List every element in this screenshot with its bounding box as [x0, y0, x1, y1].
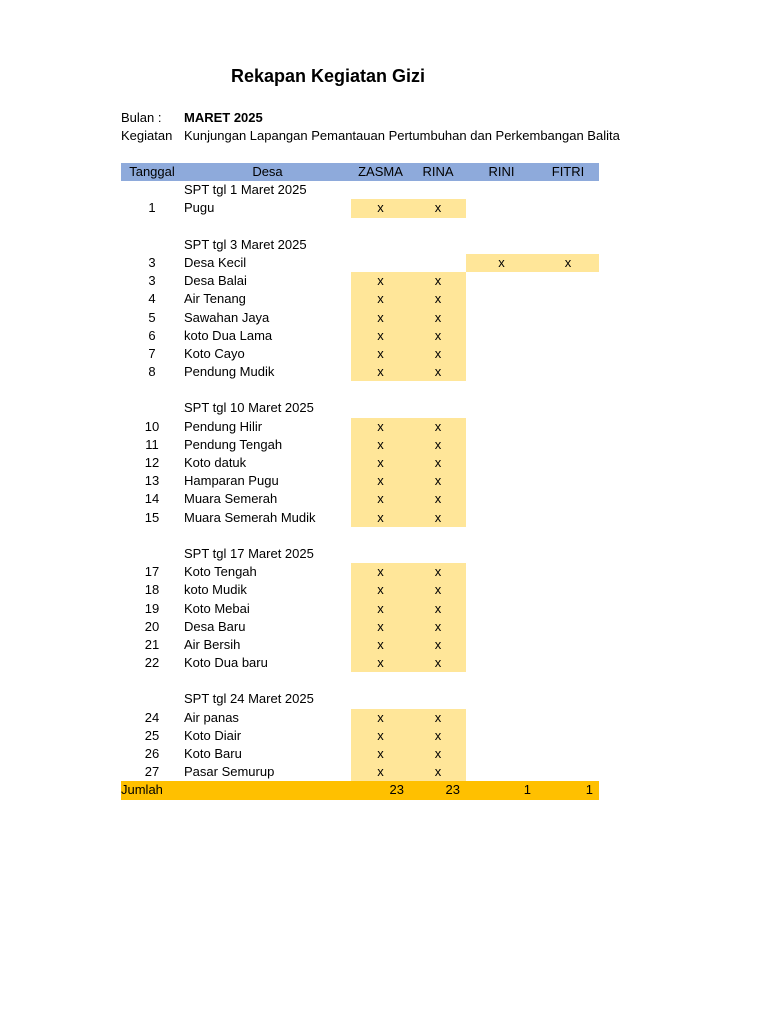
zasma-cell: x [351, 454, 410, 472]
date-cell: 19 [144, 600, 160, 616]
date-cell: 17 [144, 564, 160, 580]
date-cell: 14 [144, 491, 160, 507]
desa-cell: Air Tenang [184, 291, 246, 307]
rina-cell: x [410, 563, 466, 581]
zasma-cell: x [351, 327, 410, 345]
desa-cell: Koto datuk [184, 455, 247, 470]
rina-cell: x [410, 472, 466, 490]
fitri-cell [537, 363, 599, 381]
rini-cell [466, 581, 537, 599]
rini-cell [466, 290, 537, 308]
fitri-cell [537, 199, 599, 217]
date-cell: 22 [144, 655, 160, 671]
table-row [121, 709, 599, 727]
date-cell: 3 [148, 254, 156, 270]
table-row [121, 763, 599, 781]
desa-cell: Koto Baru [184, 746, 242, 761]
rini-cell [466, 763, 537, 781]
fitri-cell: x [537, 254, 599, 272]
rina-cell: x [410, 327, 466, 345]
spacer-row [121, 527, 599, 545]
zasma-cell: x [351, 654, 410, 672]
total-label: Jumlah [121, 782, 163, 798]
rina-cell: x [410, 436, 466, 454]
fitri-cell [537, 290, 599, 308]
date-cell: 12 [144, 455, 160, 470]
spt-row [121, 181, 599, 199]
rina-cell: x [410, 636, 466, 654]
spt-row [121, 690, 599, 708]
zasma-cell: x [351, 709, 410, 727]
fitri-cell [537, 345, 599, 363]
date-cell: 5 [148, 309, 156, 325]
total-rini: 1 [523, 782, 531, 798]
table-row [121, 509, 599, 527]
rini-cell [466, 454, 537, 472]
fitri-cell [537, 581, 599, 599]
rina-cell: x [410, 763, 466, 781]
date-cell: 8 [148, 364, 156, 380]
table-row [121, 654, 599, 672]
zasma-cell: x [351, 309, 410, 327]
kegiatan-label: Kegiatan [121, 128, 173, 143]
fitri-cell [537, 436, 599, 454]
table-body [121, 181, 599, 781]
rina-cell: x [410, 345, 466, 363]
desa-cell: koto Dua Lama [184, 327, 273, 343]
zasma-cell: x [351, 618, 410, 636]
date-cell: 26 [144, 746, 160, 761]
table-row [121, 436, 599, 454]
desa-cell: Air panas [184, 709, 239, 725]
header-desa: Desa [252, 164, 283, 179]
rina-cell: x [410, 363, 466, 381]
date-cell: 20 [144, 618, 160, 634]
rina-cell: x [410, 745, 466, 763]
header-tanggal: Tanggal [129, 164, 175, 179]
fitri-cell [537, 309, 599, 327]
date-cell: 11 [145, 436, 159, 452]
table-row [121, 272, 599, 290]
spt-label: SPT tgl 17 Maret 2025 [184, 545, 314, 561]
fitri-cell [537, 600, 599, 618]
fitri-cell [537, 272, 599, 290]
date-cell: 6 [148, 327, 156, 343]
date-cell: 13 [144, 473, 160, 489]
fitri-cell [537, 745, 599, 763]
total-zasma: 23 [389, 782, 404, 798]
rini-cell [466, 199, 537, 217]
desa-cell: Hamparan Pugu [184, 473, 279, 489]
rini-cell [466, 363, 537, 381]
rini-cell [466, 563, 537, 581]
desa-cell: Koto Tengah [184, 564, 257, 580]
zasma-cell: x [351, 745, 410, 763]
date-cell: 18 [144, 582, 160, 598]
table-row [121, 418, 599, 436]
zasma-cell: x [351, 436, 410, 454]
bulan-label: Bulan : [121, 110, 162, 125]
recap-table [121, 163, 599, 800]
fitri-cell [537, 490, 599, 508]
date-cell: 1 [148, 200, 156, 216]
desa-cell: Desa Kecil [184, 254, 247, 270]
rini-cell [466, 745, 537, 763]
table-row [121, 454, 599, 472]
spacer-row [121, 672, 599, 690]
desa-cell: Air Bersih [184, 636, 241, 652]
zasma-cell [351, 254, 410, 272]
table-row [121, 618, 599, 636]
desa-cell: Pugu [184, 200, 215, 216]
rini-cell [466, 345, 537, 363]
fitri-cell [537, 472, 599, 490]
zasma-cell: x [351, 581, 410, 599]
desa-cell: Pendung Hilir [184, 418, 263, 434]
rini-cell [466, 472, 537, 490]
rina-cell: x [410, 509, 466, 527]
date-cell: 10 [144, 418, 160, 434]
date-cell: 24 [144, 709, 160, 725]
rini-cell [466, 636, 537, 654]
header-fitri: FITRI [551, 164, 585, 179]
table-row [121, 581, 599, 599]
table-row [121, 636, 599, 654]
spt-label: SPT tgl 1 Maret 2025 [184, 182, 307, 198]
fitri-cell [537, 454, 599, 472]
table-row [121, 745, 599, 763]
desa-cell: Koto Diair [184, 727, 242, 743]
desa-cell: Pendung Mudik [184, 364, 275, 380]
rini-cell [466, 727, 537, 745]
table-row [121, 563, 599, 581]
table-row [121, 472, 599, 490]
rina-cell: x [410, 709, 466, 727]
rina-cell: x [410, 727, 466, 745]
spt-row [121, 236, 599, 254]
rini-cell [466, 709, 537, 727]
rina-cell: x [410, 454, 466, 472]
desa-cell: Muara Semerah Mudik [184, 509, 316, 525]
date-cell: 21 [144, 636, 160, 652]
table-row [121, 727, 599, 745]
desa-cell: Sawahan Jaya [184, 309, 270, 325]
zasma-cell: x [351, 563, 410, 581]
total-rina: 23 [445, 782, 460, 798]
date-cell: 3 [148, 273, 156, 289]
rina-cell: x [410, 600, 466, 618]
fitri-cell [537, 509, 599, 527]
table-row [121, 290, 599, 308]
rini-cell [466, 509, 537, 527]
fitri-cell [537, 763, 599, 781]
rini-cell [466, 436, 537, 454]
fitri-cell [537, 727, 599, 745]
zasma-cell: x [351, 199, 410, 217]
zasma-cell: x [351, 763, 410, 781]
table-row [121, 363, 599, 381]
spt-label: SPT tgl 3 Maret 2025 [184, 236, 307, 252]
table-row [121, 254, 599, 272]
spt-row [121, 545, 599, 563]
fitri-cell [537, 636, 599, 654]
rini-cell [466, 600, 537, 618]
rini-cell [466, 654, 537, 672]
rina-cell: x [410, 290, 466, 308]
rina-cell: x [410, 581, 466, 599]
rina-cell: x [410, 199, 466, 217]
zasma-cell: x [351, 363, 410, 381]
date-cell: 4 [148, 291, 156, 307]
zasma-cell: x [351, 636, 410, 654]
zasma-cell: x [351, 290, 410, 308]
date-cell: 25 [144, 727, 160, 743]
zasma-cell: x [351, 490, 410, 508]
rina-cell: x [410, 272, 466, 290]
fitri-cell [537, 327, 599, 345]
rini-cell [466, 327, 537, 345]
zasma-cell: x [351, 600, 410, 618]
header-rini: RINI [488, 164, 515, 179]
total-fitri: 1 [585, 782, 593, 798]
table-header [121, 163, 599, 181]
spt-row [121, 399, 599, 417]
zasma-cell: x [351, 727, 410, 745]
table-row [121, 490, 599, 508]
rina-cell: x [410, 618, 466, 636]
date-cell: 7 [148, 345, 156, 361]
rini-cell [466, 490, 537, 508]
fitri-cell [537, 654, 599, 672]
table-row [121, 600, 599, 618]
spacer-row [121, 381, 599, 399]
table-row [121, 327, 599, 345]
fitri-cell [537, 709, 599, 727]
desa-cell: Muara Semerah [184, 491, 278, 507]
zasma-cell: x [351, 509, 410, 527]
date-cell: 15 [144, 509, 160, 525]
desa-cell: Pendung Tengah [184, 436, 283, 452]
desa-cell: Desa Baru [184, 618, 246, 634]
fitri-cell [537, 563, 599, 581]
spacer-row [121, 218, 599, 236]
fitri-cell [537, 618, 599, 636]
rini-cell [466, 418, 537, 436]
header-zasma: ZASMA [358, 164, 403, 179]
rina-cell: x [410, 418, 466, 436]
spt-label: SPT tgl 24 Maret 2025 [184, 691, 314, 707]
table-row [121, 309, 599, 327]
date-cell: 27 [144, 764, 160, 780]
kegiatan-value: Kunjungan Lapangan Pemantauan Pertumbuhan dan Perkembangan Balita [184, 128, 620, 143]
bulan-value: MARET 2025 [184, 110, 263, 125]
desa-cell: Desa Balai [184, 273, 247, 289]
page-title: Rekapan Kegiatan Gizi [230, 66, 426, 86]
table-row [121, 199, 599, 217]
rini-cell [466, 272, 537, 290]
desa-cell: Koto Dua baru [184, 655, 268, 671]
rini-cell [466, 309, 537, 327]
rina-cell [410, 254, 466, 272]
zasma-cell: x [351, 418, 410, 436]
desa-cell: Koto Cayo [184, 345, 245, 361]
header-rina: RINA [422, 164, 454, 179]
spt-label: SPT tgl 10 Maret 2025 [184, 400, 314, 416]
rina-cell: x [410, 309, 466, 327]
table-row [121, 345, 599, 363]
zasma-cell: x [351, 272, 410, 290]
rini-cell: x [466, 254, 537, 272]
rina-cell: x [410, 490, 466, 508]
rina-cell: x [410, 654, 466, 672]
total-row [121, 781, 599, 799]
desa-cell: Pasar Semurup [184, 764, 275, 780]
zasma-cell: x [351, 345, 410, 363]
desa-cell: Koto Mebai [184, 600, 250, 616]
zasma-cell: x [351, 472, 410, 490]
desa-cell: koto Mudik [184, 582, 247, 598]
fitri-cell [537, 418, 599, 436]
rini-cell [466, 618, 537, 636]
